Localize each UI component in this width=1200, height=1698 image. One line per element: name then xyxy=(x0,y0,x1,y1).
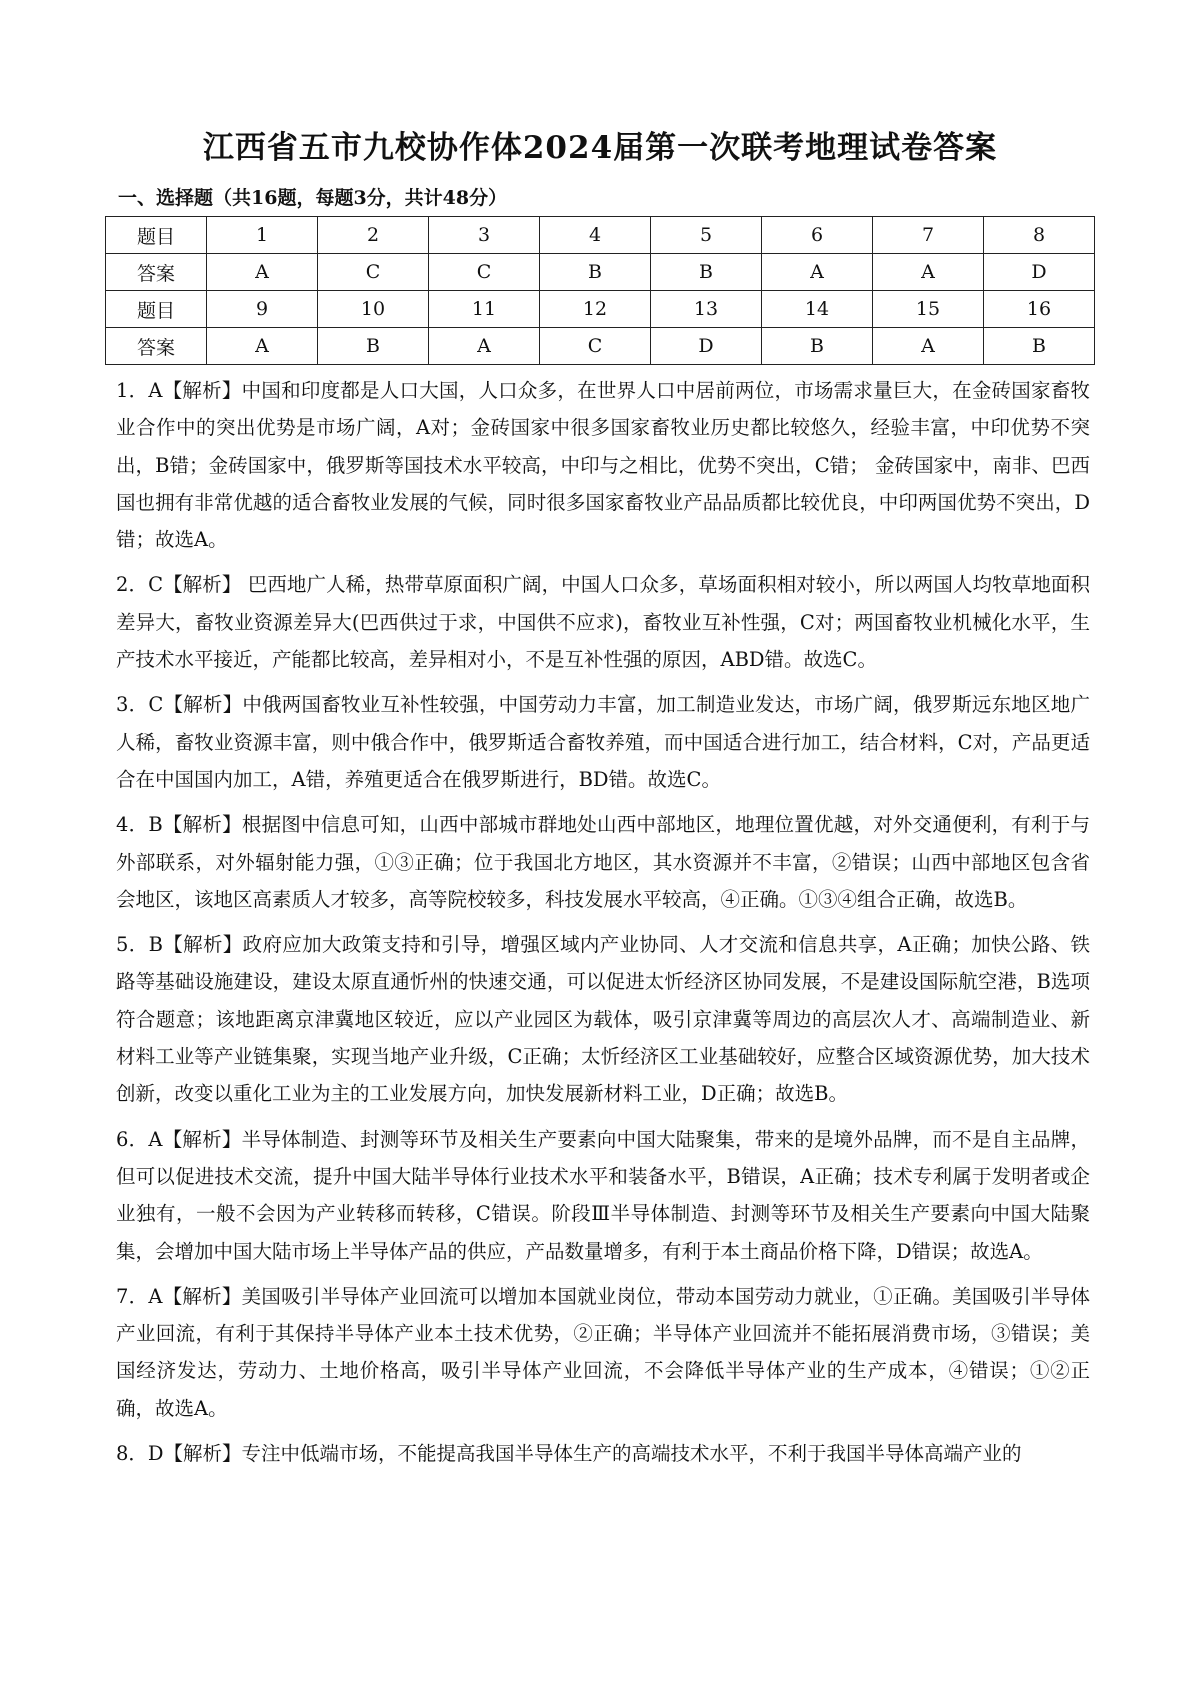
table-cell: 题目 xyxy=(106,291,207,328)
table-cell: 14 xyxy=(762,291,873,328)
table-cell: 10 xyxy=(318,291,429,328)
answer-table xyxy=(105,216,1095,365)
explanation-paragraph: 5．B【解析】政府应加大政策支持和引导，增强区域内产业协同、人才交流和信息共享，A正确；加快公路、铁路等基础设施建设，建设太原直通忻州的快速交通，可以促进太忻经济区协同发展，不是建设国际航空港，B选项符合题意；该地距离京津冀地区较近，应以产业园区为载体，吸引京津冀等周边的高层次人才、高端制造业、新材料工业等产业链集聚，实现当地产业升级，C正确；太忻经济区工业基础较好，应整合区域资源优势，加大技术创新，改变以重化工业为主的工业发展方向，加快发展新材料工业，D正确；故选B。 xyxy=(116,933,1090,1106)
table-cell: A xyxy=(429,328,540,365)
explanation-paragraph: 4．B【解析】根据图中信息可知，山西中部城市群地处山西中部地区，地理位置优越，对外交通便利，有利于与外部联系，对外辐射能力强，①③正确；位于我国北方地区，其水资源并不丰富，②错误；山西中部地区包含省会地区，该地区高素质人才较多，高等院校较多，科技发展水平较高，④正确。①③④组合正确，故选B。 xyxy=(116,813,1090,911)
table-cell: 5 xyxy=(651,217,762,254)
explanation-paragraph: 3．C【解析】中俄两国畜牧业互补性较强，中国劳动力丰富，加工制造业发达，市场广阔，俄罗斯远东地区地广人稀，畜牧业资源丰富，则中俄合作中，俄罗斯适合畜牧养殖，而中国适合进行加工，结合材料，C对，产品更适合在中国国内加工，A错，养殖更适合在俄罗斯进行，BD错。故选C。 xyxy=(116,693,1090,791)
table-row xyxy=(106,291,1095,328)
table-cell: D xyxy=(651,328,762,365)
table-cell: D xyxy=(984,254,1095,291)
table-cell: 7 xyxy=(873,217,984,254)
table-cell: B xyxy=(762,328,873,365)
table-cell: A xyxy=(207,328,318,365)
table-cell: C xyxy=(318,254,429,291)
table-row xyxy=(106,254,1095,291)
table-cell: 答案 xyxy=(106,328,207,365)
table-cell: A xyxy=(873,254,984,291)
table-cell: 6 xyxy=(762,217,873,254)
table-cell: 15 xyxy=(873,291,984,328)
explanation-paragraph: 1．A【解析】中国和印度都是人口大国，人口众多，在世界人口中居前两位，市场需求量巨大，在金砖国家畜牧业合作中的突出优势是市场广阔，A对；金砖国家中很多国家畜牧业历史都比较悠久，经验丰富，中印优势不突出，B错；金砖国家中，俄罗斯等国技术水平较高，中印与之相比，优势不突出，C错； 金砖国家中，南非、巴西国也拥有非常优越的适合畜牧业发展的气候，同时很多国家畜牧业产品品质都比较优良，中印两国优势不突出，D错；故选A。 xyxy=(116,379,1090,552)
table-cell: A xyxy=(762,254,873,291)
table-cell: 1 xyxy=(207,217,318,254)
table-cell: B xyxy=(651,254,762,291)
table-cell: 8 xyxy=(984,217,1095,254)
table-cell: B xyxy=(318,328,429,365)
explanation-paragraph: 7．A【解析】美国吸引半导体产业回流可以增加本国就业岗位，带动本国劳动力就业，①正确。美国吸引半导体产业回流，有利于其保持半导体产业本土技术优势，②正确；半导体产业回流并不能拓展消费市场，③错误；美国经济发达，劳动力、土地价格高，吸引半导体产业回流，不会降低半导体产业的生产成本，④错误；①②正确，故选A。 xyxy=(116,1284,1090,1420)
table-cell: 4 xyxy=(540,217,651,254)
explanations xyxy=(116,372,1090,1480)
table-cell: C xyxy=(429,254,540,291)
table-cell: 答案 xyxy=(106,254,207,291)
section-heading: 一、选择题（共16题，每题3分，共计48分） xyxy=(118,187,508,209)
table-cell: A xyxy=(873,328,984,365)
table-cell: 12 xyxy=(540,291,651,328)
table-row xyxy=(106,217,1095,254)
table-cell: 3 xyxy=(429,217,540,254)
explanation-paragraph: 2．C【解析】 巴西地广人稀，热带草原面积广阔，中国人口众多，草场面积相对较小，所以两国人均牧草地面积差异大，畜牧业资源差异大(巴西供过于求，中国供不应求)，畜牧业互补性强，C对；两国畜牧业机械化水平，生产技术水平接近，产能都比较高，差异相对小，不是互补性强的原因，ABD错。故选C。 xyxy=(116,573,1090,672)
table-cell: 11 xyxy=(429,291,540,328)
table-cell: 题目 xyxy=(106,217,207,254)
table-cell: A xyxy=(207,254,318,291)
explanation-paragraph: 8．D【解析】专注中低端市场，不能提高我国半导体生产的高端技术水平，不利于我国半导体高端产业的 xyxy=(116,1442,1022,1466)
explanation-paragraph: 6．A【解析】半导体制造、封测等环节及相关生产要素向中国大陆聚集，带来的是境外品牌，而不是自主品牌，但可以促进技术交流，提升中国大陆半导体行业技术水平和装备水平，B错误，A正确；技术专利属于发明者或企业独有，一般不会因为产业转移而转移，C错误。阶段Ⅲ半导体制造、封测等环节及相关生产要素向中国大陆聚集，会增加中国大陆市场上半导体产品的供应，产品数量增多，有利于本土商品价格下降，D错误；故选A。 xyxy=(116,1127,1090,1263)
table-cell: 16 xyxy=(984,291,1095,328)
table-cell: 9 xyxy=(207,291,318,328)
table-row xyxy=(106,328,1095,365)
page-title: 江西省五市九校协作体2024届第一次联考地理试卷答案 xyxy=(202,130,998,166)
table-cell: 2 xyxy=(318,217,429,254)
table-cell: 13 xyxy=(651,291,762,328)
table-cell: B xyxy=(540,254,651,291)
table-cell: C xyxy=(540,328,651,365)
table-cell: B xyxy=(984,328,1095,365)
